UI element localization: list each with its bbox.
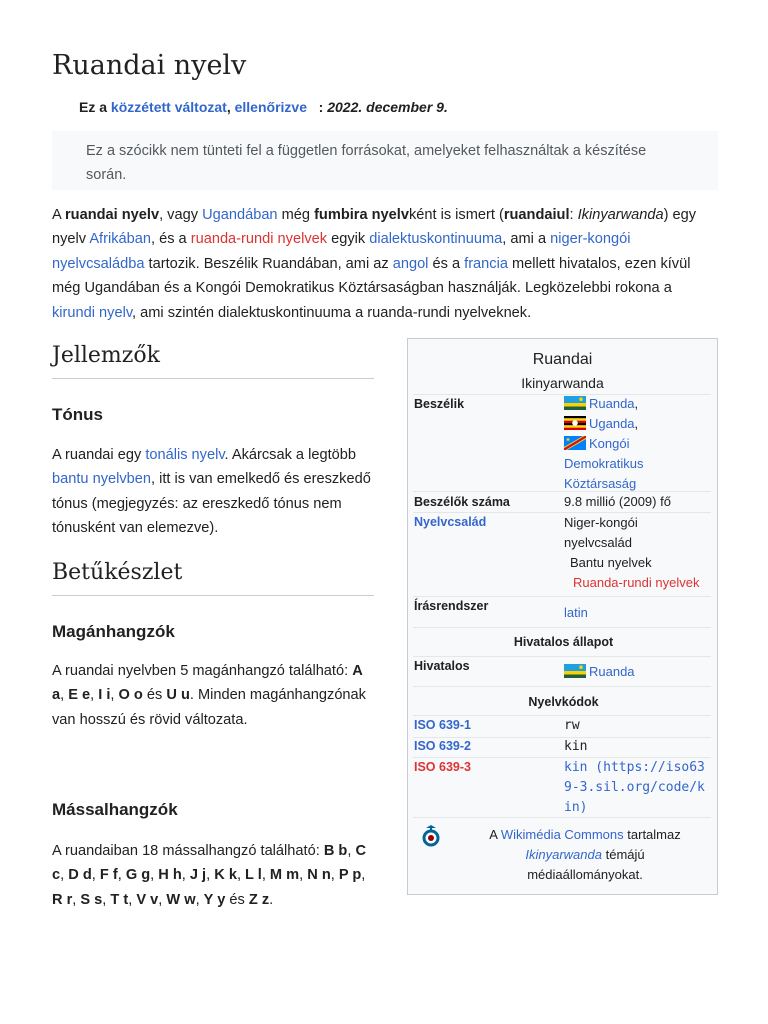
infobox-subtitle: Ikinyarwanda: [521, 375, 604, 391]
rwanda-flag-icon: [564, 664, 586, 678]
script-value-link[interactable]: latin: [564, 605, 588, 620]
para-text: A ruandai egy: [52, 447, 146, 463]
dialect-continuum-link[interactable]: dialektuskontinuuma: [369, 231, 503, 248]
family-item: Bantu nyelvek: [570, 555, 652, 570]
spoken-country-link[interactable]: Kongói Demokratikus Köztársaság: [564, 436, 644, 491]
commons-part: tartalmaz: [623, 827, 681, 842]
consonant-letter: L l: [245, 867, 262, 884]
codes-heading: Nyelvkódok: [528, 695, 599, 709]
iso-639-1-value: rw: [564, 718, 580, 733]
spoken-item: [564, 414, 709, 434]
revision-colon: :: [318, 99, 324, 115]
spoken-value: [564, 394, 709, 494]
iso-639-3-value-link[interactable]: kin (https://iso639-3.sil.org/code/kin): [564, 760, 705, 815]
tonus-paragraph: [52, 443, 376, 541]
para-text: A ruandai nyelvben 5 magánhangzó található:: [52, 663, 353, 679]
family-value: [564, 513, 709, 593]
para-text: ,: [90, 687, 99, 704]
para-text: ,: [72, 891, 81, 908]
infobox-divider: [413, 596, 711, 597]
para-text: , itt is van emelkedő és ereszkedő tónus (megjegyzés: az ereszkedő tónus nem tónusként van elemezve).: [52, 471, 371, 537]
intro-text: ként is ismert (: [408, 207, 504, 223]
intro-text: , és a: [150, 231, 191, 248]
africa-link[interactable]: Afrikában: [89, 231, 151, 248]
intro-bold: fumbira nyelv: [314, 207, 409, 223]
spoken-country-link[interactable]: Ruanda: [589, 396, 635, 411]
para-text: ,: [361, 867, 366, 884]
intro-paragraph: [52, 203, 718, 325]
intro-text: A: [52, 207, 65, 223]
para-text: ,: [117, 867, 126, 884]
intro-text: , ami szintén dialektuskontinuuma a ruanda-rundi nyelveknek.: [132, 304, 532, 321]
consonant-letter: R r: [52, 891, 73, 908]
consonant-letter: F f: [99, 867, 118, 884]
intro-italic: Ikinyarwanda: [577, 207, 664, 223]
para-text: .: [269, 891, 274, 908]
consonant-letter: M m: [269, 867, 300, 884]
para-text: A ruandaiban 18 mássalhangzó található:: [52, 843, 324, 859]
para-text: ,: [206, 867, 215, 884]
english-link[interactable]: angol: [392, 255, 429, 272]
intro-text: még: [277, 207, 315, 223]
infobox-divider: [413, 627, 711, 628]
intro-text: ) egy nyelv: [52, 207, 697, 248]
uganda-flag-icon: [564, 416, 586, 430]
intro-text: mellett hivatalos, ezen kívül még Ugandában és a Kongói Demokratikus Köztársaságban használják. Legközelebbi rokona a: [52, 255, 691, 297]
published-version-link[interactable]: közzétett változat: [110, 99, 227, 115]
speakers-label: Beszélők száma: [414, 495, 510, 509]
consonant-letter: Y y: [203, 891, 226, 908]
speakers-value: 9.8 millió (2009) fő: [564, 494, 671, 509]
intro-text: , vagy: [159, 207, 203, 223]
consonant-letter: W w: [166, 891, 196, 908]
niger-congo-link[interactable]: niger-kongói nyelvcsaládba: [52, 231, 631, 272]
vowel-letter: I i: [98, 687, 111, 704]
official-value: [564, 662, 709, 682]
para-text: ,: [261, 867, 270, 884]
consonant-letter: H h: [158, 867, 182, 884]
infobox: [407, 338, 718, 895]
para-text: . Akárcsak a legtöbb: [224, 447, 356, 463]
iso-639-2-link[interactable]: ISO 639-2: [414, 739, 471, 753]
para-text: és: [225, 891, 249, 908]
intro-bold: ruandai nyelv: [64, 207, 160, 223]
infobox-divider: [413, 817, 711, 818]
heading-betukeszlet: Betűkészlet: [52, 560, 374, 596]
para-text: ,: [60, 867, 69, 884]
heading-massalhangzok: Mássalhangzók: [52, 800, 178, 819]
consonant-letter: K k: [214, 867, 237, 884]
para-text: . Minden magánhangzónak van hosszú és rövid változata.: [52, 687, 366, 728]
consonant-letter: V v: [136, 891, 159, 908]
consonant-letter: C c: [52, 843, 366, 884]
infobox-divider: [413, 656, 711, 657]
family-item-link[interactable]: Ruanda-rundi nyelvek: [573, 575, 700, 590]
revision-date: 2022. december 9.: [327, 99, 448, 115]
consonant-letter: T t: [110, 891, 129, 908]
heading-maganhangzok: Magánhangzók: [52, 622, 175, 641]
para-text: ,: [347, 843, 356, 859]
para-text: ,: [299, 867, 308, 884]
ruanda-rundi-link[interactable]: ruanda-rundi nyelvek: [190, 231, 328, 248]
commons-text: [470, 825, 700, 885]
heading-tonus: Tónus: [52, 405, 103, 424]
para-text: ,: [150, 867, 159, 884]
intro-text: tartozik. Beszélik Ruandában, ami az: [144, 255, 393, 272]
page-title: Ruandai nyelv: [52, 50, 247, 81]
official-status-heading: Hivatalos állapot: [513, 635, 614, 649]
para-text: ,: [236, 867, 246, 884]
family-label-link[interactable]: Nyelvcsalád: [414, 515, 487, 529]
vowel-letter: O o: [118, 687, 143, 704]
spoken-item: [564, 394, 709, 414]
vowel-letter: A a: [52, 663, 363, 704]
french-link[interactable]: francia: [464, 255, 508, 272]
para-text: ,: [181, 867, 190, 884]
consonant-letter: S s: [80, 891, 103, 908]
official-label: Hivatalos: [414, 659, 470, 673]
rwanda-flag-icon: [564, 396, 586, 410]
consonant-letter: N n: [307, 867, 331, 884]
para-text: ,: [158, 891, 167, 908]
bantu-languages-link[interactable]: bantu nyelvben: [52, 471, 151, 488]
commons-part: A: [489, 827, 501, 842]
intro-text: és a: [428, 255, 465, 272]
kirundi-link[interactable]: kirundi nyelv: [52, 304, 133, 321]
consonants-paragraph: [52, 839, 376, 912]
wikimedia-commons-link[interactable]: Wikimédia Commons: [500, 827, 624, 842]
script-label: Írásrendszer: [414, 599, 489, 613]
spoken-sep: ,: [634, 396, 639, 411]
checked-link[interactable]: ellenőrizve: [234, 99, 307, 115]
vowel-letter: U u: [166, 687, 190, 704]
vowels-paragraph: [52, 659, 376, 732]
iso-639-2-value: kin: [564, 739, 588, 754]
iso-639-1-link[interactable]: ISO 639-1: [414, 718, 471, 732]
spoken-country-link[interactable]: Uganda: [589, 416, 635, 431]
heading-jellemzok: Jellemzők: [52, 343, 374, 379]
para-text: ,: [91, 867, 100, 884]
intro-bold: ruandaiul: [503, 207, 570, 223]
consonant-letter: P p: [338, 867, 362, 884]
spoken-label: Beszélik: [414, 397, 465, 411]
para-text: ,: [330, 867, 339, 884]
uganda-link[interactable]: Ugandában: [202, 207, 278, 223]
intro-text: :: [569, 207, 578, 223]
consonant-letter: B b: [323, 843, 348, 859]
consonant-letter: D d: [68, 867, 92, 884]
official-country-link[interactable]: Ruanda: [589, 664, 635, 679]
para-text: és: [142, 687, 167, 704]
revision-notice: [79, 99, 448, 115]
commons-logo-icon: [420, 825, 442, 851]
para-text: ,: [128, 891, 137, 908]
para-text: ,: [195, 891, 204, 908]
tonal-language-link[interactable]: tonális nyelv: [145, 447, 225, 463]
infobox-title: Ruandai: [532, 351, 593, 368]
consonant-letter: G g: [125, 867, 151, 884]
revision-prefix: Ez a: [79, 99, 108, 115]
consonant-letter: J j: [189, 867, 207, 884]
family-item: Niger-kongói nyelvcsalád: [564, 515, 638, 550]
para-text: ,: [102, 891, 111, 908]
para-text: ,: [60, 687, 69, 704]
revision-comma: ,: [226, 99, 231, 115]
intro-text: egyik: [327, 231, 370, 248]
consonant-letter: Z z: [248, 891, 270, 908]
spoken-sep: ,: [634, 416, 639, 431]
unsourced-notice: Ez a szócikk nem tünteti fel a független forrásokat, amelyeket felhasználtak a készítése során.: [52, 131, 718, 190]
infobox-divider: [413, 686, 711, 687]
commons-category-link[interactable]: Ikinyarwanda: [525, 847, 602, 862]
intro-text: , ami a: [502, 231, 551, 248]
iso-639-3-link[interactable]: ISO 639-3: [414, 760, 471, 774]
vowel-letter: E e: [68, 687, 91, 704]
drc-flag-icon: [564, 436, 586, 450]
para-text: ,: [110, 687, 119, 704]
spoken-item: [564, 434, 709, 494]
commons-part: témájú médiaállományokat.: [527, 847, 645, 882]
